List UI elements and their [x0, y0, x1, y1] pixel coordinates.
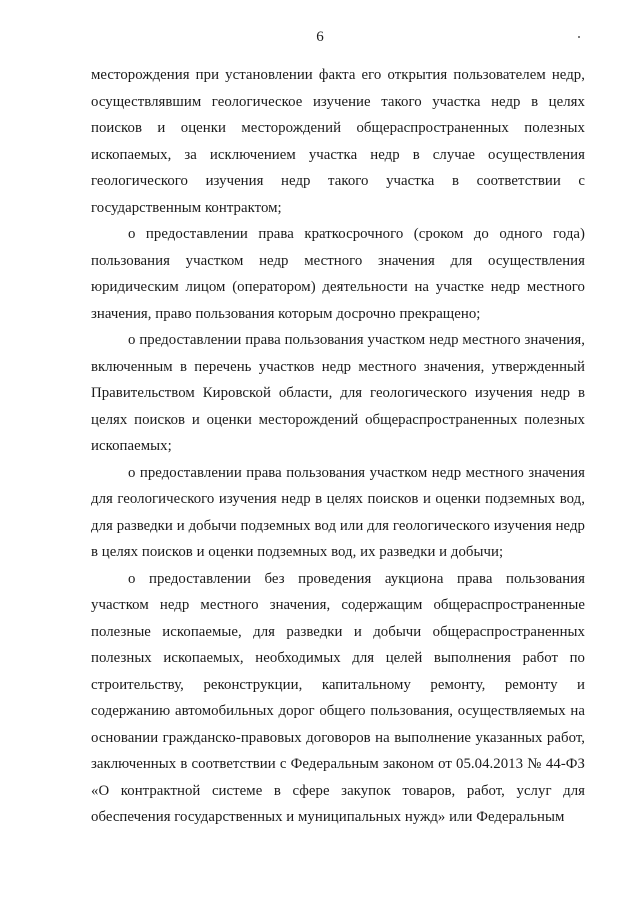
paragraph-2: о предоставлении права краткосрочного (сроком до одного года) пользования участком недр местного значения для осуществления юридическим лицом (оператором) деятельности на участке недр местного значения, право пользования которым досрочно прекращено; [91, 226, 585, 322]
document-body [91, 62, 585, 831]
scan-speck [578, 36, 580, 38]
page-number: 6 [316, 29, 324, 45]
paragraph-1: месторождения при установлении факта его открытия пользователем недр, осуществлявшим геологическое изучение такого участка недр в целях поисков и оценки месторождений общераспространенных полезных ископаемых, за исключением участка недр в случае осуществления геологического изучения недр такого участка в соответствии с государственным контрактом; [91, 67, 585, 216]
paragraph-5: о предоставлении без проведения аукциона права пользования участком недр местного значения, содержащим общераспространенные полезные ископаемые, для разведки и добычи общераспространенных полезных ископаемых, необходимых для целей выполнения работ по строительству, реконструкции, капитальному ремонту, ремонту и содержанию автомобильных дорог общего пользования, осуществляемых на основании гражданско-правовых договоров на выполнение указанных работ, заключенных в соответствии с Федеральным законом от 05.04.2013 № 44-ФЗ «О контрактной системе в сфере закупок товаров, работ, услуг для обеспечения государственных и муниципальных нужд» или Федеральным [91, 570, 585, 825]
paragraph-4: о предоставлении права пользования участком недр местного значения для геологического изучения недр в целях поисков и оценки подземных вод, для разведки и добычи подземных вод или для геологического изучения недр в целях поисков и оценки подземных вод, их разведки и добычи; [91, 464, 585, 560]
paragraph-3: о предоставлении права пользования участком недр местного значения, включенным в перечень участков недр местного значения, утвержденный Правительством Кировской области, для геологического изучения недр в целях поисков и оценки месторождений общераспространенных полезных ископаемых; [91, 332, 585, 454]
